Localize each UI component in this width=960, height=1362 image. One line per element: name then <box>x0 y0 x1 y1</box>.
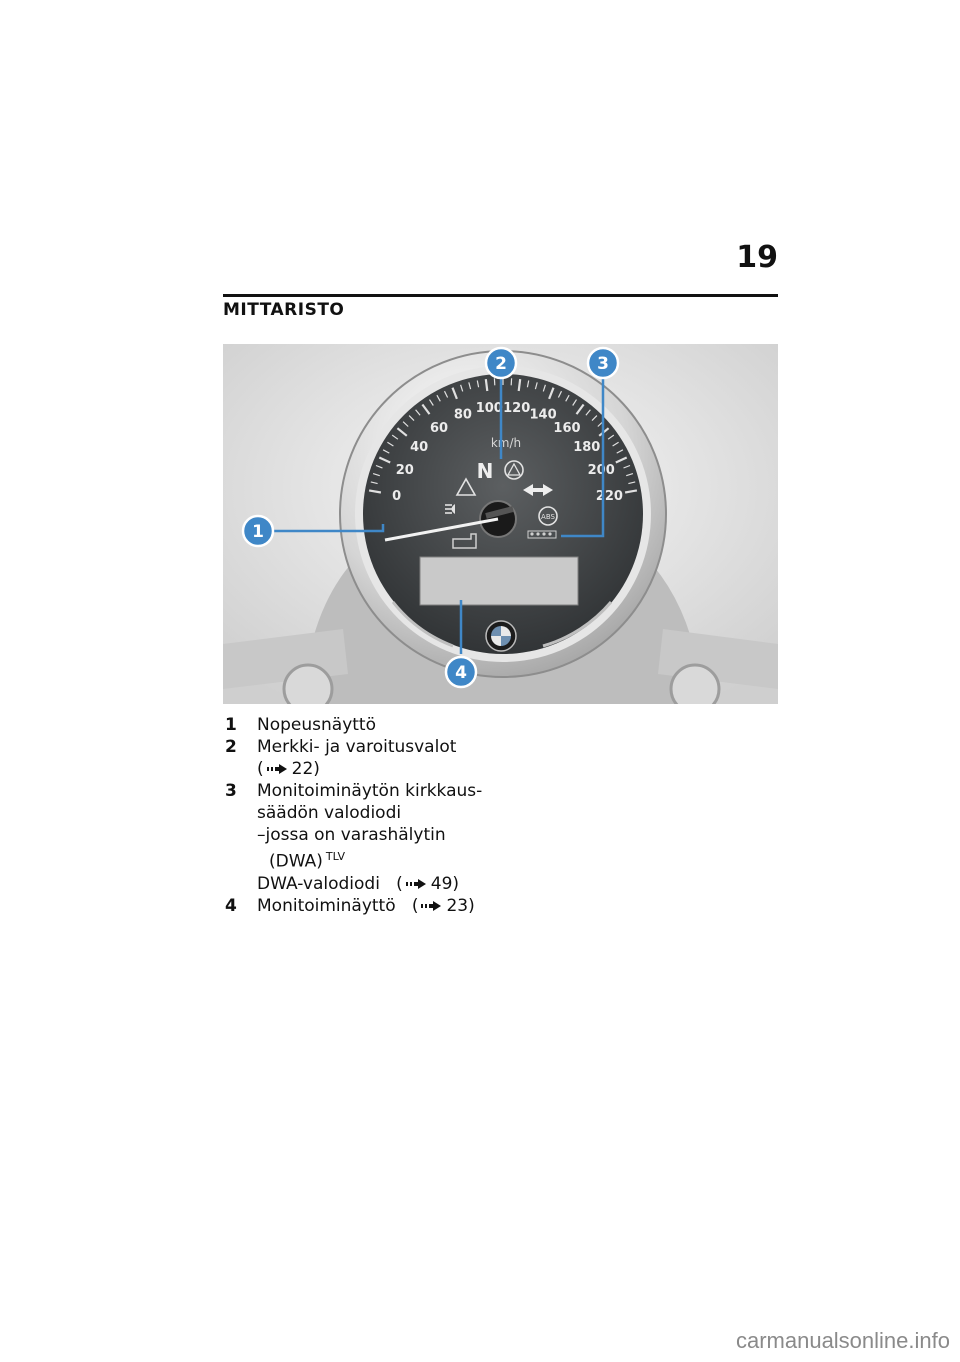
scale-label-120: 120 <box>503 400 531 416</box>
scale-label-200: 200 <box>587 463 615 479</box>
callout-badge-4 <box>446 657 476 687</box>
page-reference[interactable]: ( 22) <box>257 759 320 779</box>
page-reference-number: 49) <box>430 873 460 894</box>
legend-number: 3 <box>225 781 237 801</box>
svg-text:3: 3 <box>597 354 609 374</box>
legend-dwa-line: DWA-valodiodi ( 49) <box>257 873 460 894</box>
legend-item-1 <box>225 714 525 736</box>
page-reference-arrow-icon <box>266 763 288 775</box>
page-reference[interactable]: ( 23) <box>401 895 475 916</box>
legend-item-3 <box>225 780 525 895</box>
legend-text: Merkki- ja varoitusvalot <box>257 737 457 757</box>
gear-indicator: N <box>476 459 494 483</box>
major-tick <box>519 379 521 391</box>
scale-label-180: 180 <box>573 439 601 455</box>
callout-badge-1 <box>243 516 273 546</box>
scale-label-80: 80 <box>453 407 472 423</box>
legend-item-2 <box>225 736 525 780</box>
legend-text: Monitoiminäyttö <box>257 895 396 916</box>
left-bolt <box>284 665 332 704</box>
legend-text: Nopeusnäyttö <box>257 715 376 735</box>
page-reference-arrow-icon <box>405 878 427 890</box>
page-reference-number: 22) <box>291 759 320 779</box>
legend-subtext: –jossa on varashälytin <box>257 825 446 845</box>
legend-number: 2 <box>225 737 237 757</box>
legend-text: säädön valodiodi <box>257 803 402 823</box>
legend-number: 4 <box>225 895 237 916</box>
scale-label-40: 40 <box>410 439 429 455</box>
page-reference-arrow-icon <box>420 900 442 912</box>
multifunction-display <box>420 557 578 605</box>
right-bolt <box>671 665 719 704</box>
figure-legend <box>225 714 525 917</box>
bmw-logo-icon <box>486 621 516 651</box>
scale-label-0: 0 <box>392 489 402 505</box>
scale-label-160: 160 <box>553 421 581 436</box>
legend-item-4 <box>225 895 525 917</box>
callout-badge-2 <box>486 348 516 378</box>
legend-text: Monitoiminäytön kirkkaus- <box>257 781 483 801</box>
svg-text:4: 4 <box>455 663 467 683</box>
callout-badge-3 <box>588 348 618 378</box>
legend-number: 1 <box>225 715 237 735</box>
svg-text:2: 2 <box>495 354 507 374</box>
svg-text:1: 1 <box>252 522 264 542</box>
major-tick <box>486 379 488 391</box>
scale-label-100: 100 <box>475 400 503 416</box>
watermark: carmanualsonline.info <box>735 1328 950 1353</box>
scale-label-220: 220 <box>595 489 623 505</box>
unit-label: km/h <box>490 436 522 450</box>
headlight-icon <box>445 504 455 514</box>
header-rule <box>223 294 778 297</box>
page-reference[interactable]: ( 49) <box>385 873 460 894</box>
page-number: 19 <box>736 240 778 275</box>
market-code: TLV <box>325 850 346 863</box>
section-title: MITTARISTO <box>223 300 345 320</box>
instrument-cluster-figure <box>223 344 778 704</box>
page-reference-number: 23) <box>446 895 475 916</box>
speedometer-illustration <box>223 344 778 704</box>
scale-label-60: 60 <box>429 421 449 436</box>
scale-label-20: 20 <box>395 463 414 479</box>
svg-text:ABS: ABS <box>541 513 555 521</box>
scale-label-140: 140 <box>529 407 557 423</box>
legend-subtext-dwa: (DWA) $^{TLV}$ <box>269 850 346 872</box>
